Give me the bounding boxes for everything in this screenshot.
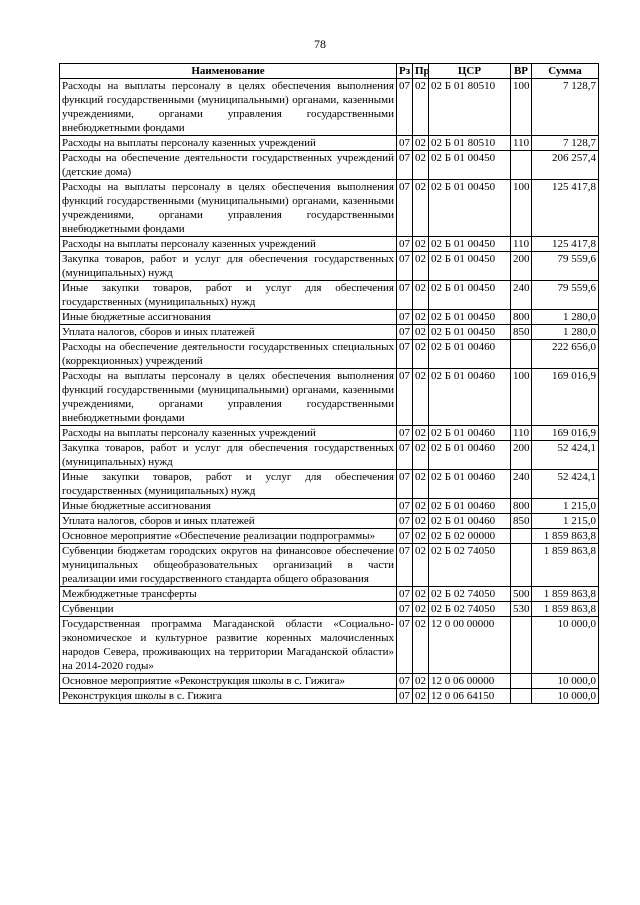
table-row: [60, 514, 599, 529]
row-rz: 07: [397, 499, 413, 514]
row-rz: 07: [397, 237, 413, 252]
header-csr: ЦСР: [429, 64, 511, 79]
row-csr: 02 Б 02 74050: [429, 544, 511, 587]
row-sum: 7 128,7: [532, 136, 599, 151]
table-row: [60, 369, 599, 426]
row-pr: 02: [413, 281, 429, 310]
row-vr: 100: [511, 180, 532, 237]
row-sum: 52 424,1: [532, 470, 599, 499]
row-name: Закупка товаров, работ и услуг для обеспечения государственных (муниципальных) нужд: [60, 252, 397, 281]
row-sum: 1 859 863,8: [532, 587, 599, 602]
row-rz: 07: [397, 180, 413, 237]
row-sum: 125 417,8: [532, 237, 599, 252]
table-row: [60, 602, 599, 617]
row-rz: 07: [397, 602, 413, 617]
row-csr: 02 Б 01 80510: [429, 79, 511, 136]
table-header-row: [60, 64, 599, 79]
row-csr: 02 Б 01 80510: [429, 136, 511, 151]
row-pr: 02: [413, 310, 429, 325]
row-rz: 07: [397, 544, 413, 587]
row-vr: [511, 617, 532, 674]
row-name: Субвенции: [60, 602, 397, 617]
row-csr: 02 Б 01 00460: [429, 340, 511, 369]
row-csr: 12 0 06 64150: [429, 689, 511, 704]
row-vr: 500: [511, 587, 532, 602]
table-row: [60, 587, 599, 602]
table-row: [60, 426, 599, 441]
row-pr: 02: [413, 426, 429, 441]
row-name: Расходы на выплаты персоналу в целях обеспечения выполнения функций государственными (муниципальными) органами, казенными учреждениями, органами управления государственными внебюджетными фондами: [60, 180, 397, 237]
row-csr: 02 Б 01 00450: [429, 310, 511, 325]
row-name: Межбюджетные трансферты: [60, 587, 397, 602]
table-row: [60, 674, 599, 689]
row-sum: 1 859 863,8: [532, 602, 599, 617]
row-rz: 07: [397, 514, 413, 529]
row-sum: 169 016,9: [532, 426, 599, 441]
row-vr: [511, 151, 532, 180]
row-pr: 02: [413, 674, 429, 689]
row-csr: 02 Б 01 00460: [429, 426, 511, 441]
row-name: Расходы на выплаты персоналу в целях обеспечения выполнения функций государственными (муниципальными) органами, казенными учреждениями, органами управления государственными внебюджетными фондами: [60, 369, 397, 426]
row-name: Реконструкция школы в с. Гижига: [60, 689, 397, 704]
page-number: 78: [314, 37, 326, 51]
header-rz: Рз: [397, 64, 413, 79]
row-pr: 02: [413, 602, 429, 617]
table-row: [60, 499, 599, 514]
row-pr: 02: [413, 514, 429, 529]
row-pr: 02: [413, 151, 429, 180]
row-name: Субвенции бюджетам городских округов на финансовое обеспечение муниципальных общеобразовательных организаций в части реализации ими государственного стандарта общего образования: [60, 544, 397, 587]
table-row: [60, 529, 599, 544]
row-sum: 79 559,6: [532, 252, 599, 281]
row-sum: 52 424,1: [532, 441, 599, 470]
row-vr: [511, 689, 532, 704]
row-pr: 02: [413, 79, 429, 136]
row-pr: 02: [413, 587, 429, 602]
row-vr: [511, 674, 532, 689]
row-vr: [511, 544, 532, 587]
row-sum: 10 000,0: [532, 689, 599, 704]
row-name: Расходы на выплаты персоналу казенных учреждений: [60, 426, 397, 441]
table-row: [60, 252, 599, 281]
row-name: Расходы на выплаты персоналу в целях обеспечения выполнения функций государственными (муниципальными) органами, казенными учреждениями, органами управления государственными внебюджетными фондами: [60, 79, 397, 136]
table-row: [60, 340, 599, 369]
row-sum: 1 280,0: [532, 325, 599, 340]
table-row: [60, 310, 599, 325]
row-vr: 100: [511, 79, 532, 136]
table-row: [60, 281, 599, 310]
row-name: Уплата налогов, сборов и иных платежей: [60, 514, 397, 529]
row-name: Расходы на обеспечение деятельности государственных учреждений (детские дома): [60, 151, 397, 180]
row-sum: 79 559,6: [532, 281, 599, 310]
row-rz: 07: [397, 529, 413, 544]
row-rz: 07: [397, 136, 413, 151]
budget-table: [59, 63, 599, 704]
row-sum: 10 000,0: [532, 674, 599, 689]
row-vr: 240: [511, 281, 532, 310]
row-csr: 02 Б 01 00450: [429, 237, 511, 252]
row-vr: 850: [511, 514, 532, 529]
row-pr: 02: [413, 252, 429, 281]
row-sum: 169 016,9: [532, 369, 599, 426]
row-vr: 110: [511, 426, 532, 441]
row-csr: 02 Б 01 00450: [429, 180, 511, 237]
row-rz: 07: [397, 310, 413, 325]
table-row: [60, 689, 599, 704]
row-pr: 02: [413, 180, 429, 237]
row-csr: 02 Б 01 00460: [429, 499, 511, 514]
row-sum: 1 859 863,8: [532, 544, 599, 587]
row-pr: 02: [413, 499, 429, 514]
row-vr: 100: [511, 369, 532, 426]
row-sum: 1 215,0: [532, 514, 599, 529]
row-sum: 125 417,8: [532, 180, 599, 237]
row-sum: 1 280,0: [532, 310, 599, 325]
row-sum: 222 656,0: [532, 340, 599, 369]
row-name: Иные закупки товаров, работ и услуг для обеспечения государственных (муниципальных) нужд: [60, 281, 397, 310]
row-csr: 12 0 06 00000: [429, 674, 511, 689]
row-csr: 02 Б 01 00450: [429, 325, 511, 340]
row-vr: 800: [511, 310, 532, 325]
row-name: Иные бюджетные ассигнования: [60, 310, 397, 325]
row-csr: 02 Б 01 00460: [429, 514, 511, 529]
row-name: Расходы на выплаты персоналу казенных учреждений: [60, 237, 397, 252]
row-csr: 02 Б 01 00460: [429, 369, 511, 426]
row-vr: 240: [511, 470, 532, 499]
row-rz: 07: [397, 689, 413, 704]
row-rz: 07: [397, 470, 413, 499]
table-row: [60, 237, 599, 252]
row-vr: 200: [511, 441, 532, 470]
row-rz: 07: [397, 325, 413, 340]
row-pr: 02: [413, 529, 429, 544]
table-body: [60, 79, 599, 704]
row-vr: 530: [511, 602, 532, 617]
row-rz: 07: [397, 587, 413, 602]
row-vr: 850: [511, 325, 532, 340]
row-rz: 07: [397, 369, 413, 426]
header-vr: ВР: [511, 64, 532, 79]
header-sum: Сумма: [532, 64, 599, 79]
row-name: Закупка товаров, работ и услуг для обеспечения государственных (муниципальных) нужд: [60, 441, 397, 470]
row-sum: 206 257,4: [532, 151, 599, 180]
row-rz: 07: [397, 281, 413, 310]
row-csr: 02 Б 01 00460: [429, 470, 511, 499]
row-pr: 02: [413, 369, 429, 426]
row-vr: 800: [511, 499, 532, 514]
row-rz: 07: [397, 426, 413, 441]
table-row: [60, 617, 599, 674]
row-pr: 02: [413, 237, 429, 252]
table-row: [60, 470, 599, 499]
table-row: [60, 151, 599, 180]
row-rz: 07: [397, 441, 413, 470]
table-row: [60, 441, 599, 470]
row-name: Основное мероприятие «Реконструкция школы в с. Гижига»: [60, 674, 397, 689]
row-rz: 07: [397, 340, 413, 369]
row-sum: 1 859 863,8: [532, 529, 599, 544]
row-vr: 110: [511, 237, 532, 252]
row-name: Расходы на выплаты персоналу казенных учреждений: [60, 136, 397, 151]
row-rz: 07: [397, 252, 413, 281]
header-pr: Пр: [413, 64, 429, 79]
row-csr: 02 Б 01 00460: [429, 441, 511, 470]
row-pr: 02: [413, 340, 429, 369]
table-row: [60, 325, 599, 340]
row-name: Иные закупки товаров, работ и услуг для обеспечения государственных (муниципальных) нужд: [60, 470, 397, 499]
row-vr: 110: [511, 136, 532, 151]
row-name: Уплата налогов, сборов и иных платежей: [60, 325, 397, 340]
row-vr: 200: [511, 252, 532, 281]
row-pr: 02: [413, 689, 429, 704]
row-pr: 02: [413, 441, 429, 470]
row-csr: 02 Б 01 00450: [429, 151, 511, 180]
row-name: Основное мероприятие «Обеспечение реализации подпрограммы»: [60, 529, 397, 544]
row-rz: 07: [397, 151, 413, 180]
row-pr: 02: [413, 136, 429, 151]
row-pr: 02: [413, 617, 429, 674]
table-row: [60, 79, 599, 136]
row-sum: 7 128,7: [532, 79, 599, 136]
row-csr: 02 Б 02 00000: [429, 529, 511, 544]
row-vr: [511, 529, 532, 544]
row-rz: 07: [397, 674, 413, 689]
row-name: Иные бюджетные ассигнования: [60, 499, 397, 514]
table-row: [60, 544, 599, 587]
row-vr: [511, 340, 532, 369]
row-rz: 07: [397, 79, 413, 136]
row-csr: 12 0 00 00000: [429, 617, 511, 674]
row-name: Государственная программа Магаданской области «Социально-экономическое и культурное развитие коренных малочисленных народов Севера, проживающих на территории Магаданской области» на 2014-2020 годы»: [60, 617, 397, 674]
row-pr: 02: [413, 544, 429, 587]
row-pr: 02: [413, 325, 429, 340]
row-pr: 02: [413, 470, 429, 499]
row-csr: 02 Б 02 74050: [429, 602, 511, 617]
row-csr: 02 Б 01 00450: [429, 281, 511, 310]
row-csr: 02 Б 01 00450: [429, 252, 511, 281]
table-row: [60, 136, 599, 151]
row-csr: 02 Б 02 74050: [429, 587, 511, 602]
row-name: Расходы на обеспечение деятельности государственных специальных (коррекционных) учреждений: [60, 340, 397, 369]
row-rz: 07: [397, 617, 413, 674]
header-name: Наименование: [60, 64, 397, 79]
table-row: [60, 180, 599, 237]
row-sum: 10 000,0: [532, 617, 599, 674]
row-sum: 1 215,0: [532, 499, 599, 514]
